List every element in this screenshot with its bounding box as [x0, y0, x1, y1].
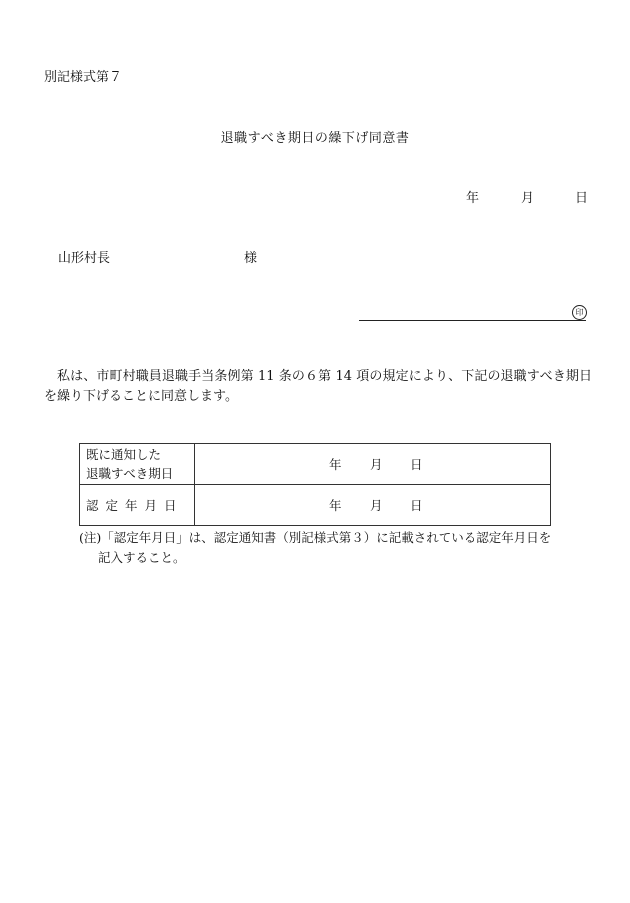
month-label: 月	[370, 457, 383, 472]
date-month-label: 月	[521, 191, 535, 206]
form-number: 別記様式第７	[44, 70, 123, 85]
date-year-label: 年	[466, 191, 480, 206]
notified-date-label	[80, 444, 195, 485]
date-day-label: 日	[575, 191, 589, 206]
notified-date-value	[195, 444, 551, 485]
footnote-line2: 記入すること。	[98, 550, 186, 565]
date-table	[79, 443, 551, 526]
year-label: 年	[329, 498, 342, 513]
footnote-line1: (注)「認定年月日」は、認定通知書（別記様式第３）に記載されている認定年月日を	[79, 530, 552, 545]
signature-line	[359, 320, 586, 321]
document-title: 退職すべき期日の繰下げ同意書	[220, 131, 410, 146]
approval-date-label: 認定年月日	[80, 485, 195, 526]
notified-date-label-line2: 退職すべき期日	[86, 466, 174, 481]
day-label: 日	[410, 498, 423, 513]
table-row	[80, 444, 551, 485]
month-label: 月	[370, 498, 383, 513]
day-label: 日	[410, 457, 423, 472]
notified-date-label-line1: 既に通知した	[86, 447, 162, 462]
approval-date-value	[195, 485, 551, 526]
honorific: 様	[244, 251, 258, 266]
footnote	[79, 528, 593, 568]
year-label: 年	[329, 457, 342, 472]
seal-icon: 印	[572, 305, 587, 320]
consent-statement: 私は、市町村職員退職手当条例第 11 条の６第 14 項の規定により、下記の退職すべき期日を繰り下げることに同意します。	[44, 369, 592, 404]
addressee: 山形村長	[58, 251, 111, 266]
table-row	[80, 485, 551, 526]
